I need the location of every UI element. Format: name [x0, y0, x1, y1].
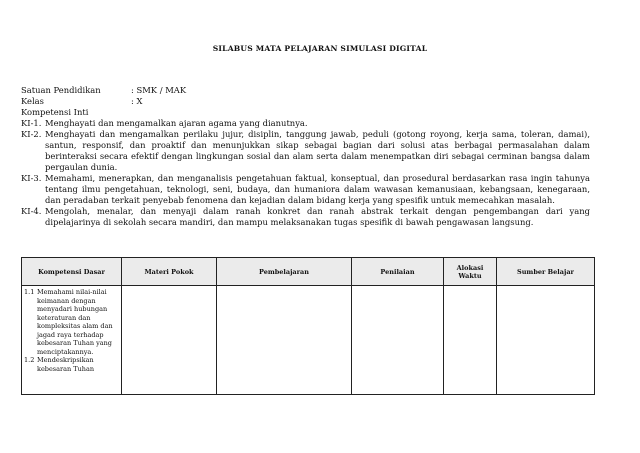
- silabus-table: [21, 257, 595, 395]
- kelas-value: : X: [131, 96, 143, 106]
- ki-text: Menghayati dan mengamalkan ajaran agama yang dianutnya.: [45, 118, 308, 128]
- ki-number: KI-4.: [21, 206, 42, 216]
- cell-penilaian: [352, 286, 444, 395]
- kd-text: Memahami nilai-nilai keimanan dengan menyadari hubungan keteraturan dan kompleksitas alam dan jagad raya terhadap kebesaran Tuhan yang menciptakannya.: [37, 288, 113, 356]
- cell-pembelajaran: [217, 286, 352, 395]
- header-materi-pokok: Materi Pokok: [122, 258, 217, 286]
- table-header-row: [22, 258, 595, 286]
- ki-item: [21, 129, 590, 173]
- cell-kompetensi-dasar: [22, 286, 122, 395]
- kd-text: Mendeskripsikan kebesaran Tuhan: [37, 356, 95, 373]
- ki-text: Memahami, menerapkan, dan menganalisis pengetahuan faktual, konseptual, dan prosedural berdasarkan rasa ingin tahunya tentang ilmu pengetahuan, teknologi, seni, budaya, dan humaniora dalam wawasan kemanusiaan, kebangsaan, kenegaraan, dan peradaban terkait penyebab fenomena dan kejadian dalam bidang kerja yang spesifik untuk memecahkan masalah.: [45, 173, 590, 205]
- kd-number: 1.1: [24, 288, 35, 296]
- header-alokasi-waktu: Alokasi Waktu: [444, 258, 497, 286]
- ki-item: [21, 118, 590, 129]
- kd-number: 1.2: [24, 356, 35, 364]
- ki-number: KI-1.: [21, 118, 42, 128]
- cell-sumber-belajar: [497, 286, 595, 395]
- header-pembelajaran: Pembelajaran: [217, 258, 352, 286]
- kelas-label: Kelas: [21, 96, 44, 106]
- header-kompetensi-dasar: Kompetensi Dasar: [22, 258, 122, 286]
- ki-text: Menghayati dan mengamalkan perilaku jujur, disiplin, tanggung jawab, peduli (gotong royong, kerja sama, toleran, damai), santun, responsif, dan proaktif dan menunjukkan sikap sebagai bagian dari solusi atas berbagai permasalahan dalam berinteraksi secara efektif dengan lingkungan sosial dan alam serta dalam menempatkan diri sebagai cerminan bangsa dalam pergaulan dunia.: [45, 129, 590, 172]
- cell-alokasi-waktu: [444, 286, 497, 395]
- cell-materi-pokok: [122, 286, 217, 395]
- satuan-pendidikan-value: : SMK / MAK: [131, 85, 187, 95]
- kompetensi-inti-label: Kompetensi Inti: [21, 107, 89, 117]
- header-sumber-belajar: Sumber Belajar: [497, 258, 595, 286]
- ki-number: KI-2.: [21, 129, 42, 139]
- ki-item: [21, 173, 590, 206]
- kd-item: [24, 288, 119, 356]
- table-row: [22, 286, 595, 395]
- ki-item: [21, 206, 590, 228]
- document-title: SILABUS MATA PELAJARAN SIMULASI DIGITAL: [212, 44, 428, 53]
- kd-item: [24, 356, 119, 373]
- kelas-row: [21, 96, 142, 107]
- kompetensi-inti-list: [21, 118, 590, 228]
- ki-text: Mengolah, menalar, dan menyaji dalam ranah konkret dan ranah abstrak terkait dengan pengembangan dari yang dipelajarinya di sekolah secara mandiri, dan mampu melaksanakan tugas spesifik di bawah pengawasan langsung.: [45, 206, 590, 227]
- ki-number: KI-3.: [21, 173, 42, 183]
- header-penilaian: Penilaian: [352, 258, 444, 286]
- satuan-pendidikan-label: Satuan Pendidikan: [21, 85, 101, 95]
- satuan-pendidikan-row: [21, 85, 186, 96]
